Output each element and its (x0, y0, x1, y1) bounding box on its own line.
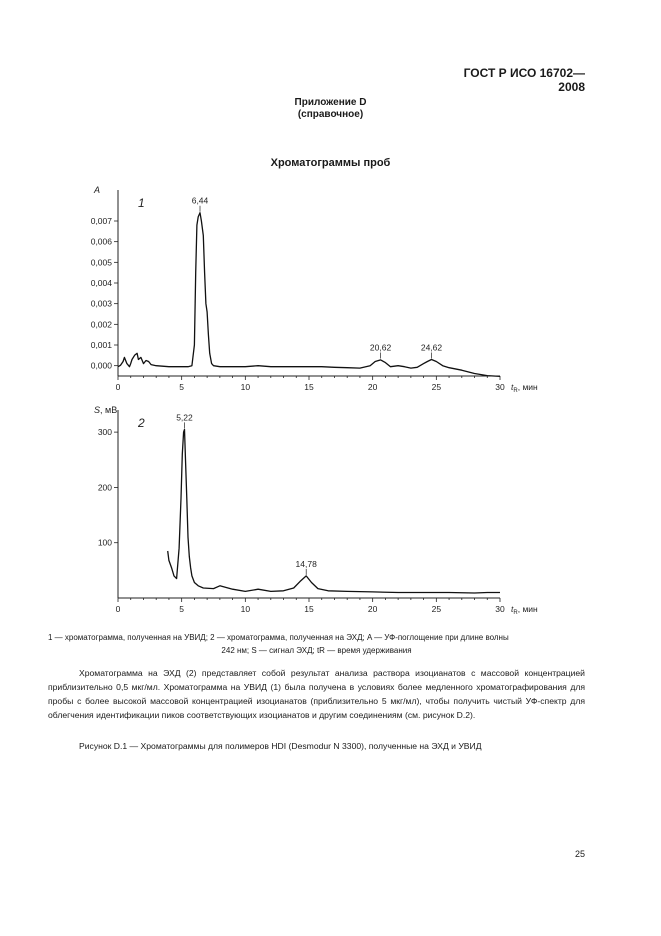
chart-2-x-tick-label: 30 (495, 604, 505, 614)
chart-1-x-axis-label (511, 382, 538, 394)
chart-1-y-tick-label: 0,001 (90, 340, 112, 350)
chart-1-x-axis-subscript: R (513, 388, 518, 394)
chart-1-y-tick-label: 0,003 (90, 298, 112, 309)
chart-2-x-tick-label: 15 (304, 604, 314, 614)
chart-2-y-tick-label: 300 (97, 427, 112, 438)
chart-2-x-axis-label (511, 604, 538, 616)
chart-2-x-axis-unit: , мин (517, 604, 538, 614)
chart-1-peak-label: 6,44 (191, 195, 209, 206)
chart-2-x-tick-label: 25 (431, 604, 442, 614)
chart-1-y-tick-label: 0,004 (90, 278, 112, 288)
chart-2-x-tick-label: 5 (179, 604, 185, 614)
chart-1-x-tick-label: 30 (495, 382, 505, 392)
chart-2-x-tick-label: 20 (367, 604, 378, 614)
chart-2-x-axis-subscript: R (513, 610, 518, 616)
chart-2-series-line (168, 429, 500, 593)
chart-1-y-axis-label: A (94, 185, 101, 195)
chart-1-x-tick-label: 0 (115, 382, 121, 392)
appendix-title: Приложение D (294, 97, 367, 108)
chart-2-y-tick-label: 100 (97, 537, 112, 548)
chart-1-x-tick-label: 20 (367, 382, 378, 392)
chart-2-x-axis-symbol: t (511, 604, 514, 614)
chart-1-y-tick-label: 0,000 (90, 360, 112, 371)
legend-line-1: 1 — хроматограмма, полученная на УВИД; 2 — хроматограмма, полученная на ЭХД; A — УФ-поглощение при длине волны (48, 633, 509, 642)
chart-2-peak-label: 14,78 (295, 558, 317, 569)
legend-line-2: 242 нм; S — сигнал ЭХД; tR — время удерживания (221, 646, 412, 655)
chart-2-panel-label: 2 (138, 416, 145, 430)
chart-2-y-axis-unit: , мВ (100, 405, 118, 415)
chart-2-x-tick-label: 0 (115, 604, 121, 614)
page-number: 25 (574, 849, 585, 859)
figure-caption: Рисунок D.1 — Хроматограммы для полимеров HDI (Desmodur N 3300), полученные на ЭХД и УВИД (79, 741, 482, 751)
chart-1-y-tick-label: 0,007 (90, 216, 112, 226)
chart-1-x-axis-symbol: t (511, 382, 514, 392)
chart-1-x-tick-label: 5 (179, 382, 185, 392)
chart-2-x-tick-label: 10 (240, 604, 251, 614)
chart-1-x-tick-label: 25 (431, 382, 442, 392)
chart-1-x-tick-label: 10 (240, 382, 251, 392)
appendix-subtitle: (справочное) (297, 109, 364, 120)
chart-1-x-axis-unit: , мин (517, 382, 538, 392)
chart-1-x-tick-label: 15 (304, 382, 314, 392)
chart-1-panel-label: 1 (138, 196, 145, 210)
standard-code: ГОСТ Р ИСО 16702—2008 (463, 66, 585, 94)
chart-2-peak-label: 5,22 (176, 412, 193, 423)
figure-legend (48, 631, 585, 657)
chart-2-y-tick-label: 200 (97, 482, 112, 493)
chart-1-series-line (118, 213, 500, 377)
chart-1-y-tick-label: 0,002 (90, 319, 112, 330)
chart-1-peak-label: 20,62 (369, 342, 392, 353)
chart-1-y-tick-label: 0,006 (90, 236, 112, 247)
chart-1-y-tick-label: 0,005 (90, 257, 112, 268)
chart-2-y-axis-label: S, мВ (94, 405, 118, 415)
chart-1-peak-label: 24,62 (420, 342, 443, 353)
figure-heading: Хроматограммы проб (270, 157, 391, 169)
body-paragraph: Хроматограмма на ЭХД (2) представляет собой результат анализа раствора изоцианатов с массовой концентрацией приблизительно 0,5 мкг/мл. Хроматограмма на УВИД (1) была получена в условиях более медленного хроматографирования для пробы с более высокой массовой концентрацией изоцианатов (приблизительно 5 мкг/мл), чтобы получить чистый УФ-спектр для облегчения идентификации пиков соответствующих изоцианатов и другим соединениям (см. рисунок D.2). (48, 668, 585, 720)
